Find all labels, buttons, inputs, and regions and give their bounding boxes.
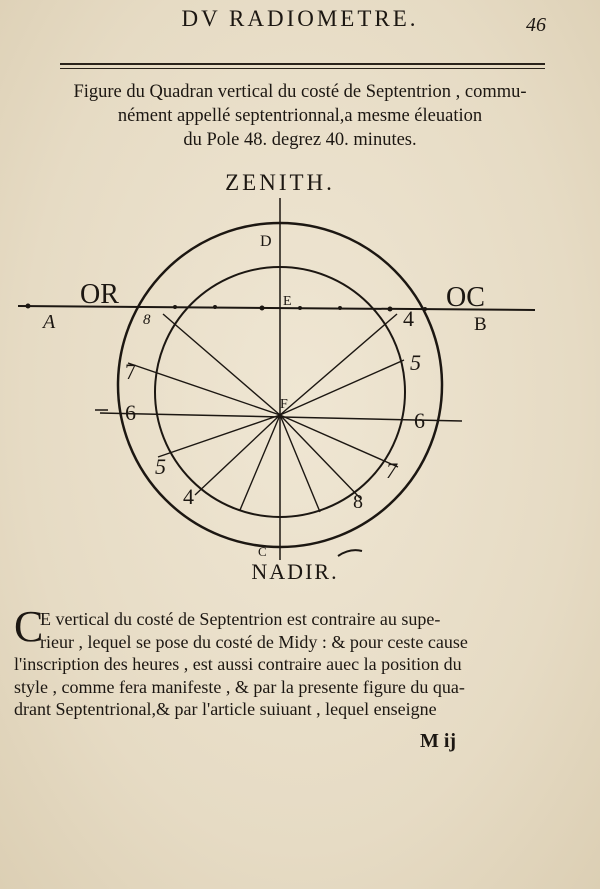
hour-right-6: 6 — [414, 408, 425, 433]
body-line: rieur , lequel se pose du costé de Midy : & pour ceste cause — [40, 631, 468, 652]
sundial-diagram — [0, 190, 600, 570]
hour-right-8: 8 — [353, 491, 363, 513]
orient-label: OR — [80, 279, 119, 310]
zenith-label: ZENITH. — [225, 170, 335, 195]
drop-capital: C — [14, 602, 44, 651]
body-paragraph — [14, 602, 554, 721]
hour-left-8: 8 — [143, 312, 151, 328]
hour-left-6: 6 — [125, 400, 136, 425]
point-e-label: E — [283, 294, 292, 309]
caption-line: nément appellé septentrionnal,a mesme éleuation — [117, 106, 483, 126]
caption-line: Figure du Quadran vertical du costé de Septentrion , commu- — [73, 82, 527, 102]
hour-right-4: 4 — [403, 306, 414, 331]
point-a-label: A — [43, 311, 56, 333]
hour-left-5: 5 — [155, 454, 166, 479]
header-rule — [60, 63, 545, 65]
running-head: DV RADIOMETRE. — [181, 6, 419, 31]
body-line: drant Septentrional,& par l'article suiuant , lequel enseigne — [14, 699, 437, 719]
signature-mark: M ij — [420, 730, 457, 752]
hour-lines — [128, 314, 404, 512]
caption-line: du Pole 48. degrez 40. minutes. — [183, 130, 417, 150]
hour-left-4: 4 — [183, 484, 194, 509]
body-line: style , comme fera manifeste , & par la presente figure du qua- — [14, 676, 465, 697]
occident-label: OC — [446, 282, 485, 313]
body-line: l'inscription des heures , est aussi contraire auec la position du — [14, 654, 462, 674]
point-b-label: B — [474, 314, 487, 335]
hour-right-7: 7 — [386, 458, 397, 483]
ink-flourish — [338, 550, 362, 556]
header-rule-thin — [60, 68, 545, 69]
nadir-label: NADIR. — [251, 559, 339, 584]
point-f-label: F — [280, 397, 288, 412]
figure-caption — [25, 80, 575, 152]
hour-right-5: 5 — [410, 350, 421, 375]
hour-left-7: 7 — [125, 359, 136, 384]
body-line: E vertical du costé de Septentrion est contraire au supe- — [40, 609, 441, 629]
point-c-label: C — [258, 544, 267, 559]
point-d-label: D — [260, 233, 272, 250]
page-number: 46 — [526, 14, 546, 36]
